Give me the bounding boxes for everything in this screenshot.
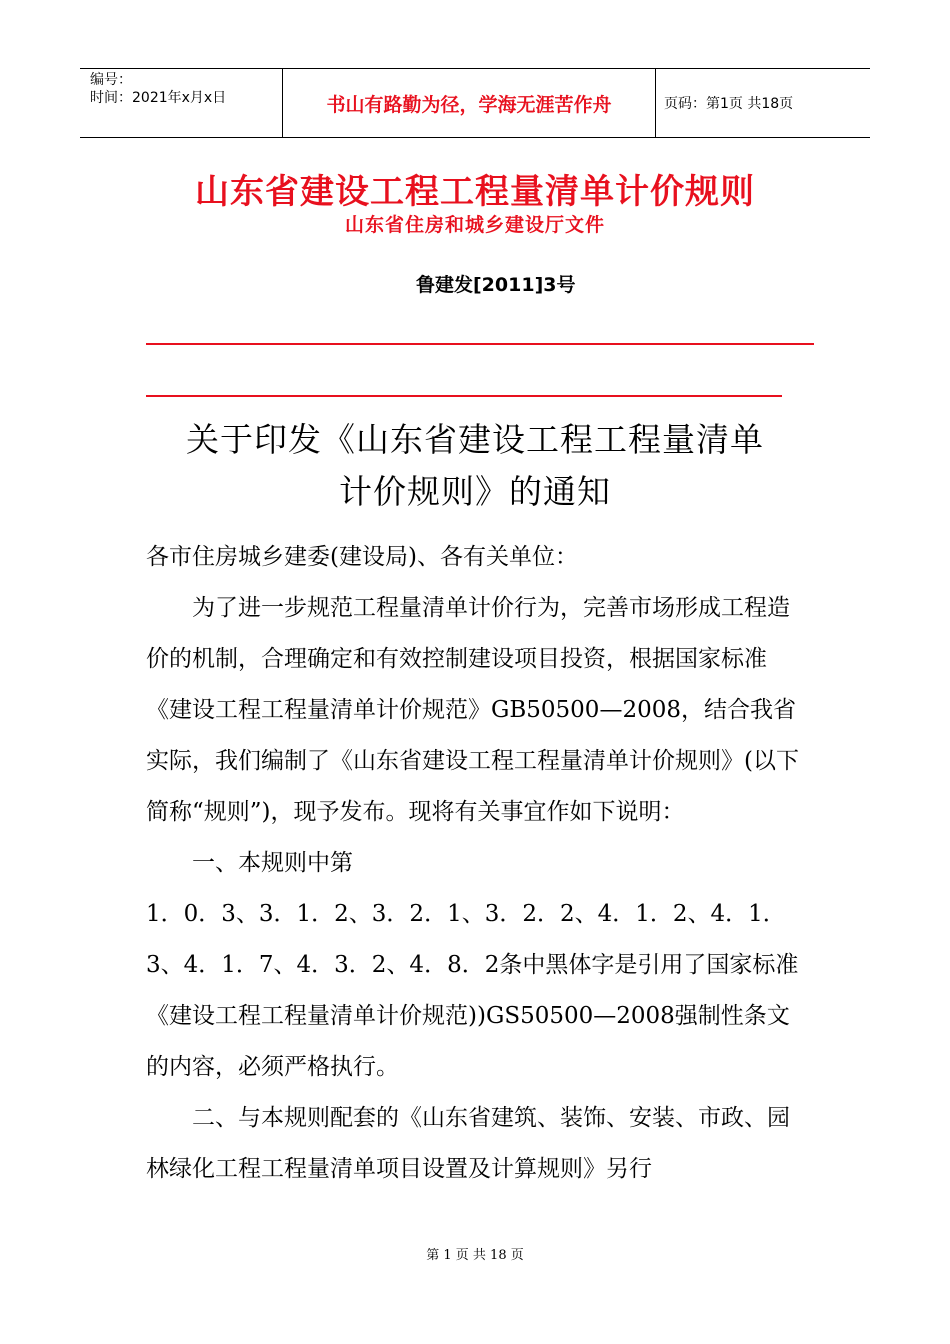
paragraph: 为了进一步规范工程量清单计价行为，完善市场形成工程造价的机制，合理确定和有效控制建设项目投资，根据国家标准《建设工程工程量清单计价规范》GB50500—2008，结合我省实际，我们编制了《山东省建设工程工程量清单计价规则》(以下简称“规则”)，现予发布。现将有关事宜作如下说明： bbox=[146, 595, 799, 825]
time-label: 时间：2021年x月x日 bbox=[90, 90, 227, 106]
red-divider-2 bbox=[146, 395, 782, 397]
notice-title bbox=[0, 414, 950, 518]
paragraph: 一、本规则中第 bbox=[192, 850, 353, 876]
page-footer: 第 1 页 共 18 页 bbox=[426, 1248, 524, 1263]
paragraph: 二、与本规则配套的《山东省建筑、装饰、安装、市政、园林绿化工程工程量清单项目设置及计算规则》另行 bbox=[146, 1105, 790, 1182]
notice-title-line-2: 计价规则》的通知 bbox=[339, 472, 611, 511]
addressee: 各市住房城乡建委(建设局)、各有关单位： bbox=[146, 544, 578, 570]
paragraph: 1．0．3、3．1．2、3．2．1、3．2．2、4．1．2、4．1．3、4．1．7、4．3．2、4．8．2条中黑体字是引用了国家标准《建设工程工程量清单计价规范))GS50500—2008强制性条文的内容，必须严格执行。 bbox=[146, 901, 799, 1080]
issuer-title: 山东省住房和城乡建设厅文件 bbox=[344, 214, 605, 236]
header-meta bbox=[80, 69, 282, 137]
red-divider-1 bbox=[146, 343, 814, 345]
document-number: 鲁建发[2011]3号 bbox=[416, 274, 576, 296]
header-table bbox=[80, 68, 870, 138]
header-page-info: 页码：第1页 共18页 bbox=[664, 96, 794, 112]
number-label: 编号： bbox=[90, 72, 132, 88]
main-title: 山东省建设工程工程量清单计价规则 bbox=[195, 172, 755, 212]
body-text bbox=[146, 532, 810, 1195]
notice-title-line-1: 关于印发《山东省建设工程工程量清单 bbox=[186, 420, 764, 459]
header-motto: 书山有路勤为径，学海无涯苦作舟 bbox=[282, 69, 656, 137]
